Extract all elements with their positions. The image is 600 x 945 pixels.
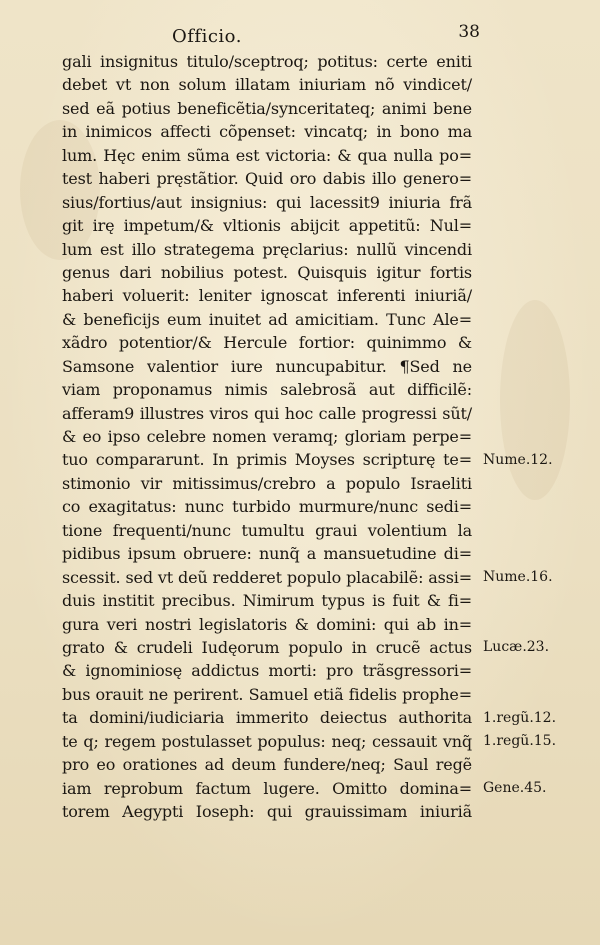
- text-line: gali insignitus titulo/sceptroq; potitus: certe eniti: [62, 52, 472, 71]
- text-line: & ignominiosę addictus morti: pro trãsgressori=: [62, 661, 472, 681]
- margin-note: Gene.45.: [483, 779, 547, 796]
- text-line: pro eo orationes ad deum fundere/neq; Saul regẽ: [62, 755, 472, 775]
- text-block: [62, 50, 472, 823]
- text-line: xãdro potentior/& Hercule fortior: quinimmo &: [62, 333, 472, 353]
- text-line: test haberi pręstãtior. Quid oro dabis illo genero=: [62, 169, 472, 189]
- text-line: co exagitatus: nunc turbido murmure/nunc sedi=: [62, 497, 472, 517]
- margin-note: 1.regũ.15.: [483, 733, 557, 750]
- text-line: bus orauit ne perirent. Samuel etiã fidelis prophe=: [62, 684, 472, 704]
- text-line: haberi voluerit: leniter ignoscat inferenti iniuriã/: [62, 286, 472, 306]
- text-line: genus dari nobilius potest. Quisquis igitur fortis: [62, 262, 472, 282]
- margin-note: Nume.12.: [483, 451, 553, 468]
- text-line: debet vt non solum illatam iniuriam nõ vindicet/: [62, 75, 472, 95]
- text-line: ta domini/iudiciaria immerito deiectus authorita: [62, 708, 472, 728]
- text-line: scessit. sed vt deũ redderet populo placabilẽ: assi=: [62, 567, 472, 587]
- text-line: duis institit precibus. Nimirum typus is fuit & fi=: [62, 591, 472, 611]
- page-header: [60, 20, 480, 50]
- text-line: viam proponamus nimis salebrosã aut difficilẽ:: [62, 380, 472, 400]
- text-line: Samsone valentior iure nuncupabitur. ¶Sed ne: [62, 356, 472, 376]
- text-line: gura veri nostri legislatoris & domini: qui ab in=: [62, 614, 472, 634]
- text-line: git irę impetum/& vltionis abijcit appetitũ: Nul=: [62, 216, 472, 236]
- text-line: pidibus ipsum obruere: nunq̃ a mansuetudine di=: [62, 544, 472, 564]
- text-line: te q; regem postulasset populus: neq; cessauit vnq̃: [62, 731, 472, 751]
- text-line: & eo ipso celebre nomen veramq; gloriam perpe=: [62, 427, 472, 446]
- text-line: grato & crudeli Iudęorum populo in crucẽ actus: [62, 637, 472, 657]
- paper-stain: [500, 300, 570, 500]
- text-line: sius/fortius/aut insignius: qui lacessit9 iniuria frã: [62, 192, 472, 212]
- text-line: tione frequenti/nunc tumultu graui volentium la: [62, 520, 472, 540]
- margin-note: Lucæ.23.: [483, 639, 550, 656]
- margin-note: Nume.16.: [483, 568, 553, 585]
- text-line: iam reprobum factum lugere. Omitto domina=: [62, 778, 472, 798]
- margin-note: 1.regũ.12.: [483, 709, 557, 726]
- folio-number: 38: [458, 22, 480, 42]
- text-line: stimonio vir mitissimus/crebro a populo Israeliti: [62, 473, 472, 493]
- text-line: afferam9 illustres viros qui hoc calle progressi sũt/: [62, 403, 472, 423]
- text-line: lum est illo strategema pręclarius: nullũ vincendi: [62, 239, 472, 259]
- text-line: lum. Hęc enim sũma est victoria: & qua nulla po=: [62, 145, 472, 165]
- running-title: Officio.: [172, 26, 242, 47]
- text-line: tuo compararunt. In primis Moyses scripturę te=: [62, 450, 472, 470]
- text-line: in inimicos affecti cõpenset: vincatq; in bono ma: [62, 122, 472, 142]
- text-line: sed eã potius beneficẽtia/synceritateq; animi bene: [62, 98, 472, 118]
- text-line: & beneficijs eum inuitet ad amicitiam. Tunc Ale=: [62, 309, 472, 329]
- text-line: torem Aegypti Ioseph: qui grauissimam iniuriã: [62, 802, 472, 821]
